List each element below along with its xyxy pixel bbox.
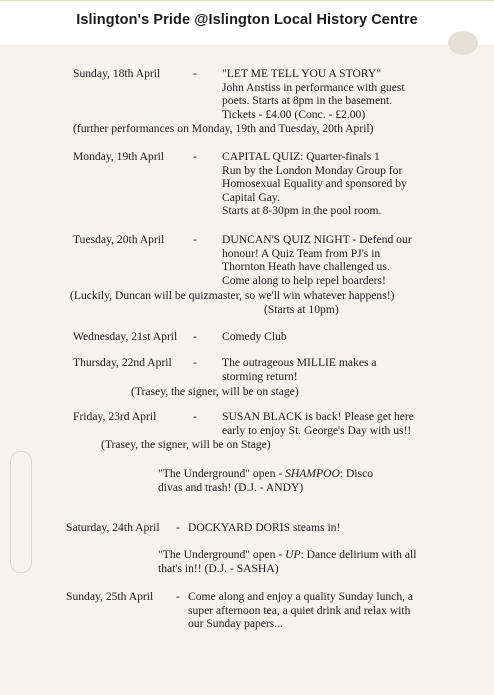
event-line: Come along and enjoy a quality Sunday lunch, a xyxy=(188,590,414,603)
club-night-name: SHAMPOO xyxy=(285,467,340,480)
event-date: Friday, 23rd April xyxy=(73,410,157,423)
event-date: Wednesday, 21st April xyxy=(73,330,178,343)
event-date: Saturday, 24th April xyxy=(66,521,160,534)
event-description xyxy=(222,67,405,121)
event-line: Homosexual Equality and sponsored by xyxy=(222,177,407,191)
event-line: honour! A Quiz Team from PJ's in xyxy=(222,246,381,260)
event-line: early to enjoy St. George's Day with us!! xyxy=(222,423,412,437)
event-line: CAPITAL QUIZ: Quarter-finals 1 xyxy=(222,150,380,163)
club-night-name: UP xyxy=(285,548,301,561)
underground-line: divas and trash! (D.J. - ANDY) xyxy=(158,480,304,494)
event-line: DUNCAN'S QUIZ NIGHT - Defend our xyxy=(222,233,412,246)
event-date: Sunday, 18th April xyxy=(73,67,161,80)
event-line: Capital Gay. xyxy=(222,190,280,204)
event-dash: - xyxy=(193,410,197,423)
event-dash: - xyxy=(193,356,197,369)
underground-prefix: "The Underground" open - xyxy=(158,467,286,480)
underground-suffix: : Dance delirium with all xyxy=(300,548,417,561)
event-description xyxy=(222,150,407,218)
event-dash: - xyxy=(193,150,197,163)
event-line: DOCKYARD DORIS steams in! xyxy=(188,521,341,534)
underground-suffix: : Disco xyxy=(339,467,374,480)
event-line: storming return! xyxy=(222,369,298,383)
page-title: Islington's Pride @Islington Local History Centre xyxy=(76,12,418,28)
event-note: (Trasey, the signer, will be on stage) xyxy=(131,385,299,398)
underground-line xyxy=(158,467,373,481)
event-dash: - xyxy=(193,233,197,246)
page-header xyxy=(0,1,494,45)
event-line: poets. Starts at 8pm in the basement. xyxy=(222,94,393,108)
event-date: Sunday, 25th April xyxy=(66,590,154,603)
event-line: our Sunday papers... xyxy=(188,617,283,631)
event-line: Come along to help repel boarders! xyxy=(222,273,386,287)
event-dash: - xyxy=(176,590,180,603)
event-date: Monday, 19th April xyxy=(73,150,165,163)
underground-line: that's in!! (D.J. - SASHA) xyxy=(158,561,279,575)
event-line: "LET ME TELL YOU A STORY" xyxy=(222,67,382,80)
event-date: Thursday, 22nd April xyxy=(73,356,172,369)
event-dash: - xyxy=(193,67,197,80)
event-line: The outrageous MILLIE makes a xyxy=(222,356,377,369)
event-note: (further performances on Monday, 19th and Tuesday, 20th April) xyxy=(73,122,374,135)
event-dash: - xyxy=(176,521,180,534)
event-line: John Anstiss in performance with guest xyxy=(222,80,405,94)
event-line: Starts at 8-30pm in the pool room. xyxy=(222,204,382,218)
underground-prefix: "The Underground" open - xyxy=(158,548,286,561)
faded-logo xyxy=(10,451,32,573)
event-line: SUSAN BLACK is back! Please get here xyxy=(222,410,414,423)
event-description xyxy=(222,356,377,383)
event-dash: - xyxy=(193,330,197,343)
event-note: (Luckily, Duncan will be quizmaster, so we'll win whatever happens!) xyxy=(70,289,395,302)
underground-line xyxy=(158,548,416,562)
event-date: Tuesday, 20th April xyxy=(73,233,165,246)
event-description xyxy=(222,410,414,437)
event-note: (Starts at 10pm) xyxy=(264,303,339,316)
event-description xyxy=(188,590,413,631)
event-line: Tickets - £4.00 (Conc. - £2.00) xyxy=(222,107,366,121)
underground-announcement xyxy=(158,467,373,494)
event-line: super afternoon tea, a quiet drink and relax with xyxy=(188,603,411,617)
event-note: (Trasey, the signer, will be on Stage) xyxy=(101,438,271,451)
underground-announcement xyxy=(158,548,416,575)
event-line: Comedy Club xyxy=(222,330,287,343)
event-line: Thornton Heath have challenged us. xyxy=(222,260,390,274)
decorative-figure xyxy=(448,31,478,55)
event-line: Run by the London Monday Group for xyxy=(222,163,403,177)
event-description xyxy=(222,233,412,287)
